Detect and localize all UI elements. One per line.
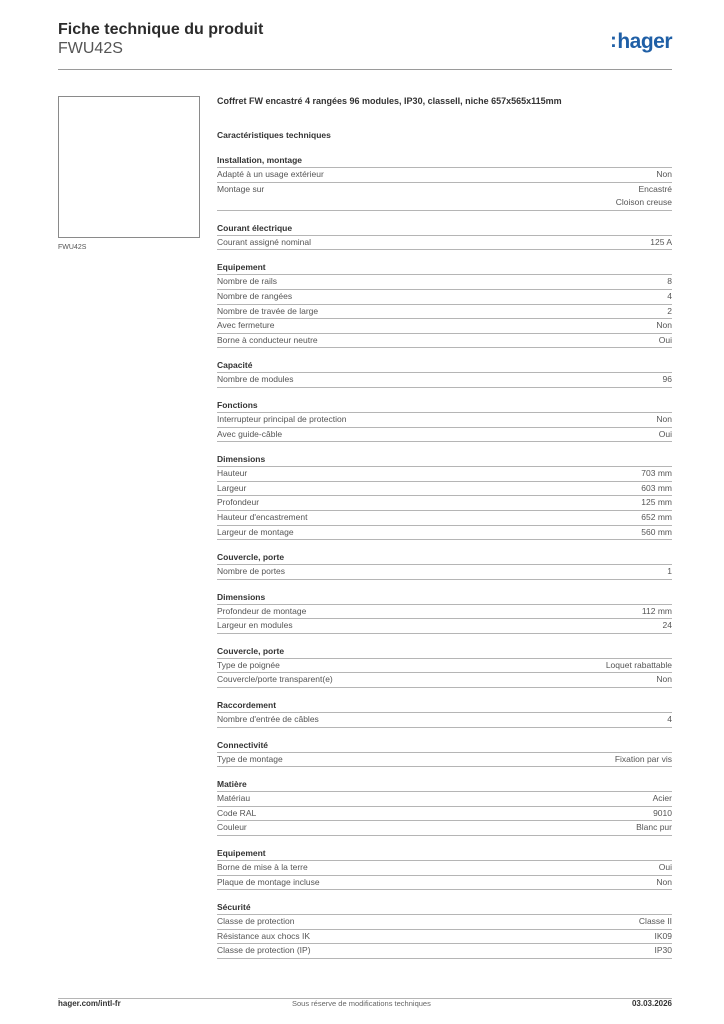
spec-row (217, 168, 672, 183)
spec-label: Avec fermeture (217, 320, 275, 331)
page-title: Fiche technique du produit (58, 21, 264, 38)
spec-value: IK09 (654, 930, 672, 941)
spec-row (217, 428, 672, 443)
spec-row (217, 659, 672, 674)
spec-label: Profondeur (217, 497, 260, 508)
spec-row (217, 944, 672, 959)
spec-value: 9010 (653, 807, 672, 818)
spec-row (217, 290, 672, 305)
spec-value: Encastré Cloison creuse (615, 183, 672, 208)
spec-group-title: Installation, montage (217, 154, 672, 168)
spec-row (217, 565, 672, 580)
spec-row (217, 305, 672, 320)
spec-label: Nombre de rails (217, 276, 277, 287)
spec-label: Code RAL (217, 807, 257, 818)
spec-group (217, 739, 672, 768)
spec-value: 8 (667, 276, 672, 287)
spec-row (217, 467, 672, 482)
spec-value: Oui (658, 862, 672, 873)
spec-label: Matériau (217, 793, 251, 804)
spec-label: Nombre de rangées (217, 290, 293, 301)
spec-row (217, 236, 672, 251)
spec-label: Hauteur (217, 468, 248, 479)
spec-group-title: Dimensions (217, 591, 672, 605)
spec-value: 603 mm (641, 482, 672, 493)
footer-disclaimer: Sous réserve de modifications techniques (292, 999, 431, 1008)
spec-label: Nombre de modules (217, 374, 294, 385)
spec-row (217, 792, 672, 807)
spec-group-title: Capacité (217, 359, 672, 373)
spec-row (217, 496, 672, 511)
spec-row (217, 373, 672, 388)
spec-value: 1 (667, 566, 672, 577)
spec-label: Profondeur de montage (217, 605, 307, 616)
page-footer (58, 998, 672, 1011)
spec-label: Montage sur (217, 183, 265, 194)
spec-label: Type de poignée (217, 659, 280, 670)
spec-row (217, 930, 672, 945)
spec-group-title: Fonctions (217, 399, 672, 413)
spec-group (217, 453, 672, 540)
spec-value: 4 (667, 714, 672, 725)
spec-label: Classe de protection (217, 916, 295, 927)
section-title: Caractéristiques techniques (217, 130, 331, 140)
spec-group (217, 222, 672, 251)
product-reference: FWU42S (58, 40, 123, 57)
spec-value: Non (656, 413, 672, 424)
spec-group-title: Equipement (217, 261, 672, 275)
spec-label: Type de montage (217, 753, 283, 764)
spec-label: Courant assigné nominal (217, 236, 312, 247)
spec-row (217, 183, 672, 211)
spec-label: Classe de protection (IP) (217, 945, 311, 956)
spec-group (217, 699, 672, 728)
spec-group (217, 399, 672, 442)
spec-group (217, 359, 672, 388)
spec-group (217, 778, 672, 836)
spec-row (217, 619, 672, 634)
spec-value: IP30 (654, 945, 672, 956)
spec-label: Plaque de montage incluse (217, 876, 320, 887)
spec-label: Borne à conducteur neutre (217, 334, 318, 345)
spec-row (217, 915, 672, 930)
spec-group-title: Matière (217, 778, 672, 792)
spec-group-title: Dimensions (217, 453, 672, 467)
spec-group (217, 847, 672, 890)
spec-value: 703 mm (641, 468, 672, 479)
spec-groups (217, 154, 672, 959)
spec-value: 125 mm (641, 497, 672, 508)
spec-row (217, 713, 672, 728)
spec-value: 4 (667, 290, 672, 301)
spec-label: Largeur en modules (217, 620, 293, 631)
spec-label: Couvercle/porte transparent(e) (217, 674, 333, 685)
spec-row (217, 821, 672, 836)
spec-value: Non (656, 320, 672, 331)
spec-value: Classe II (638, 916, 672, 927)
spec-row (217, 511, 672, 526)
spec-value: 2 (667, 305, 672, 316)
spec-group (217, 901, 672, 959)
spec-value: 24 (662, 620, 672, 631)
spec-row (217, 753, 672, 768)
spec-label: Nombre de portes (217, 566, 286, 577)
footer-date: 03.03.2026 (631, 999, 672, 1008)
spec-group-title: Sécurité (217, 901, 672, 915)
spec-label: Avec guide-câble (217, 428, 283, 439)
spec-value: Acier (652, 793, 672, 804)
spec-label: Adapté à un usage extérieur (217, 169, 324, 179)
spec-group (217, 261, 672, 348)
spec-label: Borne de mise à la terre (217, 862, 308, 873)
spec-label: Couleur (217, 822, 247, 833)
spec-value: 560 mm (641, 526, 672, 537)
product-image-placeholder (58, 96, 200, 238)
spec-label: Largeur (217, 482, 247, 493)
image-caption: FWU42S (58, 244, 87, 251)
spec-group-title: Connectivité (217, 739, 672, 753)
spec-group-title: Couvercle, porte (217, 645, 672, 659)
spec-value: 652 mm (641, 511, 672, 522)
spec-value: Fixation par vis (614, 753, 672, 764)
spec-value: Oui (658, 334, 672, 345)
spec-group (217, 551, 672, 580)
spec-value: Blanc pur (636, 822, 672, 833)
spec-row (217, 482, 672, 497)
spec-row (217, 526, 672, 541)
spec-row (217, 861, 672, 876)
product-description: Coffret FW encastré 4 rangées 96 modules, IP30, classeII, niche 657x565x115mm (217, 96, 562, 106)
spec-value: Non (656, 674, 672, 685)
spec-label: Hauteur d'encastrement (217, 511, 308, 522)
spec-value: Oui (658, 428, 672, 439)
spec-row (217, 275, 672, 290)
spec-group (217, 591, 672, 634)
spec-row (217, 413, 672, 428)
spec-label: Interrupteur principal de protection (217, 413, 347, 424)
spec-group (217, 645, 672, 688)
spec-group (217, 154, 672, 211)
spec-row (217, 876, 672, 891)
spec-row (217, 673, 672, 688)
spec-content (217, 95, 672, 959)
spec-value: Non (656, 876, 672, 887)
spec-value: Non (656, 169, 672, 179)
spec-row (217, 319, 672, 334)
spec-group-title: Courant électrique (217, 222, 672, 236)
spec-label: Nombre de travée de large (217, 305, 319, 316)
logo-text: hager (617, 30, 672, 53)
spec-value: 125 A (650, 236, 672, 247)
spec-row (217, 334, 672, 349)
spec-value: 112 mm (641, 605, 672, 616)
spec-group-title: Raccordement (217, 699, 672, 713)
spec-label: Largeur de montage (217, 526, 294, 537)
spec-row (217, 807, 672, 822)
spec-value: 96 (662, 374, 672, 385)
spec-label: Résistance aux chocs IK (217, 930, 311, 941)
spec-label: Nombre d'entrée de câbles (217, 714, 319, 725)
spec-row (217, 605, 672, 620)
spec-group-title: Couvercle, porte (217, 551, 672, 565)
spec-group-title: Equipement (217, 847, 672, 861)
hager-logo: :hager (610, 30, 672, 53)
footer-website: hager.com/intl-fr (58, 999, 121, 1008)
spec-value: Loquet rabattable (605, 659, 672, 670)
page-header (58, 21, 672, 70)
